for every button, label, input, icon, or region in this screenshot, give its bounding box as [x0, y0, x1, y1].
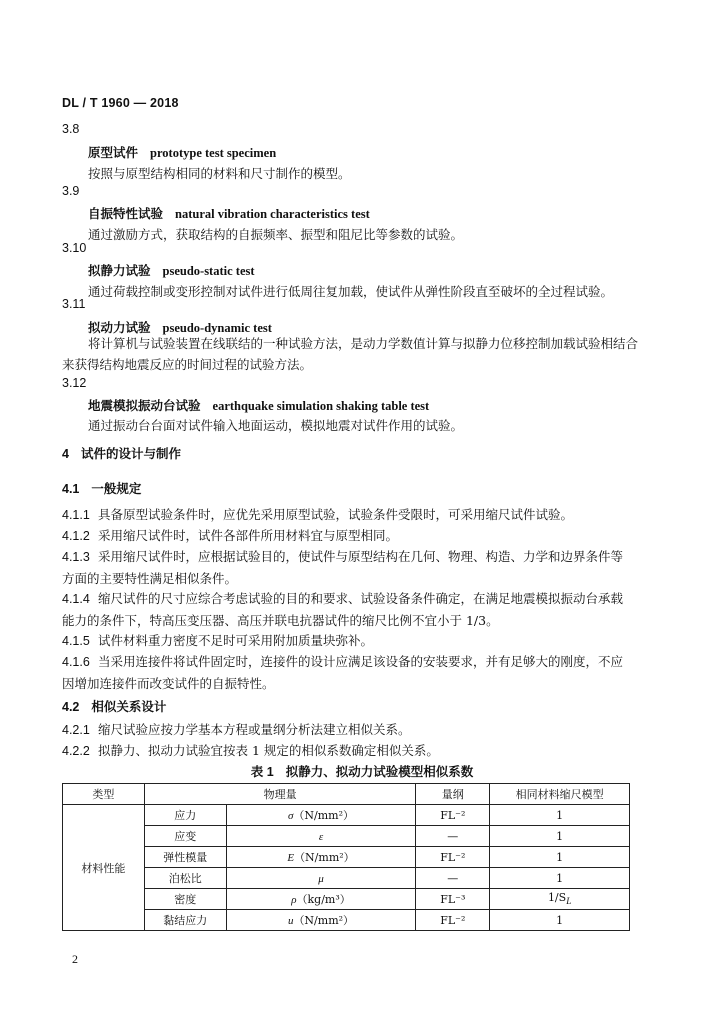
quantity-symbol: [226, 910, 416, 931]
coefficient: 1: [490, 910, 630, 931]
term-cn: 自振特性试验: [88, 206, 164, 221]
section-number: 4.1: [62, 482, 80, 496]
term-en: prototype test specimen: [150, 146, 277, 160]
subsection-heading: [62, 697, 166, 715]
quantity-name: 应变: [144, 826, 226, 847]
quantity-symbol: [226, 889, 416, 910]
term-en: natural vibration characteristics test: [175, 207, 370, 221]
header-type: 类型: [63, 784, 145, 805]
dimension: FL⁻²: [416, 847, 490, 868]
dimension: FL⁻²: [416, 805, 490, 826]
clause: [62, 630, 632, 652]
unit: （N/mm²）: [293, 914, 355, 927]
clause-number: 4.2.2: [62, 744, 90, 758]
coefficient: 1: [490, 868, 630, 889]
coefficient: 1: [490, 847, 630, 868]
quantity-symbol: [226, 826, 416, 847]
section-number: 4: [62, 447, 69, 461]
quantity-symbol: [226, 847, 416, 868]
quantity-name: 黏结应力: [144, 910, 226, 931]
clause-number: 4.1.1: [62, 508, 90, 522]
clause-number: 4.1.3: [62, 550, 90, 564]
clause-text: 缩尺试验应按力学基本方程或量纲分析法建立相似关系。: [98, 722, 411, 737]
term-number: 3.9: [62, 184, 80, 198]
subsection-heading: [62, 479, 141, 497]
dimension: FL⁻²: [416, 910, 490, 931]
term-en: pseudo-static test: [162, 264, 255, 278]
clause-number: 4.1.4: [62, 592, 90, 606]
clause: [62, 740, 632, 762]
clause-number: 4.1.2: [62, 529, 90, 543]
term-en: pseudo-dynamic test: [162, 321, 272, 335]
term-definition: 通过振动台台面对试件输入地面运动，模拟地震对试件作用的试验。: [88, 418, 464, 433]
clause-number: 4.1.6: [62, 655, 90, 669]
table-row: [63, 868, 630, 889]
clause-text: 采用缩尺试件时，试件各部件所用材料宜与原型相同。: [98, 528, 399, 543]
unit: （N/mm²）: [293, 809, 355, 822]
coef-main: 1/S: [547, 891, 567, 905]
page-number: 2: [72, 952, 78, 966]
clause: [62, 719, 632, 741]
coefficient: 1: [490, 805, 630, 826]
term-title: [88, 396, 429, 414]
term-definition: 按照与原型结构相同的材料和尺寸制作的模型。: [88, 166, 351, 181]
section-title: 相似关系设计: [91, 700, 167, 714]
clause-number: 4.1.5: [62, 634, 90, 648]
header-coefficient: 相同材料缩尺模型: [490, 784, 630, 805]
clause-number: 4.2.1: [62, 723, 90, 737]
clause-text: 采用缩尺试件时，应根据试验目的，使试件与原型结构在几何、物理、构造、力学和边界条件等方面的主要特性满足相似条件。: [62, 549, 624, 586]
table-row: [63, 910, 630, 931]
table-row: [63, 889, 630, 910]
term-number: 3.10: [62, 241, 87, 255]
quantity-symbol: [226, 805, 416, 826]
clause: [62, 651, 632, 694]
term-cn: 拟动力试验: [88, 320, 151, 335]
table-title: 拟静力、拟动力试验模型相似系数: [285, 765, 474, 779]
symbol: E: [287, 852, 295, 864]
term-cn: 拟静力试验: [88, 263, 151, 278]
term-number: 3.8: [62, 122, 80, 136]
quantity-name: 弹性模量: [144, 847, 226, 868]
dimension: —: [416, 868, 490, 889]
dimension: —: [416, 826, 490, 847]
coef-subscript: L: [566, 896, 572, 907]
clause: [62, 546, 632, 589]
term-cn: 原型试件: [88, 145, 139, 160]
symbol: μ: [318, 872, 324, 885]
term-definition: 将计算机与试验装置在线联结的一种试验方法，是动力学数值计算与拟静力位移控制加载试验相结合来获得结构地震反应的时间过程的试验方法。: [62, 336, 639, 372]
clause: [62, 588, 632, 631]
table-caption: [0, 762, 724, 780]
term-title: [88, 204, 370, 222]
term-number: 3.11: [62, 297, 86, 311]
term-cn: 地震模拟振动台试验: [88, 398, 201, 413]
table-number: 表 1: [250, 765, 274, 779]
coefficient: 1: [490, 826, 630, 847]
similarity-table: [62, 783, 630, 931]
quantity-name: 密度: [144, 889, 226, 910]
header-dimension: 量纲: [416, 784, 490, 805]
symbol: ρ: [291, 894, 297, 906]
symbol: u: [287, 915, 294, 927]
clause: [62, 525, 632, 547]
quantity-name: 应力: [144, 805, 226, 826]
table-row: [63, 805, 630, 826]
coefficient: [490, 889, 630, 910]
clause: [62, 504, 632, 526]
quantity-symbol: [226, 868, 416, 889]
term-en: earthquake simulation shaking table test: [212, 399, 430, 413]
term-definition: 通过激励方式，获取结构的自振频率、振型和阻尼比等参数的试验。: [88, 227, 464, 242]
clause-text: 具备原型试验条件时，应优先采用原型试验，试验条件受限时，可采用缩尺试件试验。: [98, 507, 574, 522]
unit: （N/mm²）: [294, 851, 355, 864]
unit: （kg/m³）: [296, 893, 351, 906]
clause-text: 试件材料重力密度不足时可采用附加质量块弥补。: [98, 633, 374, 648]
standard-header: DL / T 1960 — 2018: [62, 96, 179, 110]
quantity-name: 泊松比: [144, 868, 226, 889]
header-quantity: 物理量: [144, 784, 416, 805]
clause-text: 缩尺试件的尺寸应综合考虑试验的目的和要求、试验设备条件确定，在满足地震模拟振动台承载能力的条件下，特高压变压器、高压并联电抗器试件的缩尺比例不宜小于 1/3。: [62, 591, 624, 628]
dimension: FL⁻³: [416, 889, 490, 910]
symbol: ε: [318, 830, 324, 843]
section-number: 4.2: [62, 700, 80, 714]
section-heading: [62, 444, 181, 462]
group-cell: 材料性能: [63, 805, 145, 931]
symbol: σ: [287, 810, 294, 822]
table-header-row: [63, 784, 630, 805]
term-definition: 通过荷载控制或变形控制对试件进行低周往复加载，使试件从弹性阶段直至破坏的全过程试验。: [88, 284, 614, 299]
table-row: [63, 826, 630, 847]
section-title: 试件的设计与制作: [80, 447, 181, 461]
term-title: [88, 261, 255, 279]
term-title: [88, 143, 276, 161]
clause-text: 当采用连接件将试件固定时，连接件的设计应满足该设备的安装要求，并有足够大的刚度，不应因增加连接件而改变试件的自振特性。: [62, 654, 624, 691]
table-row: [63, 847, 630, 868]
term-number: 3.12: [62, 376, 87, 390]
section-title: 一般规定: [91, 482, 142, 496]
clause-text: 拟静力、拟动力试验宜按表 1 规定的相似系数确定相似关系。: [98, 743, 439, 758]
